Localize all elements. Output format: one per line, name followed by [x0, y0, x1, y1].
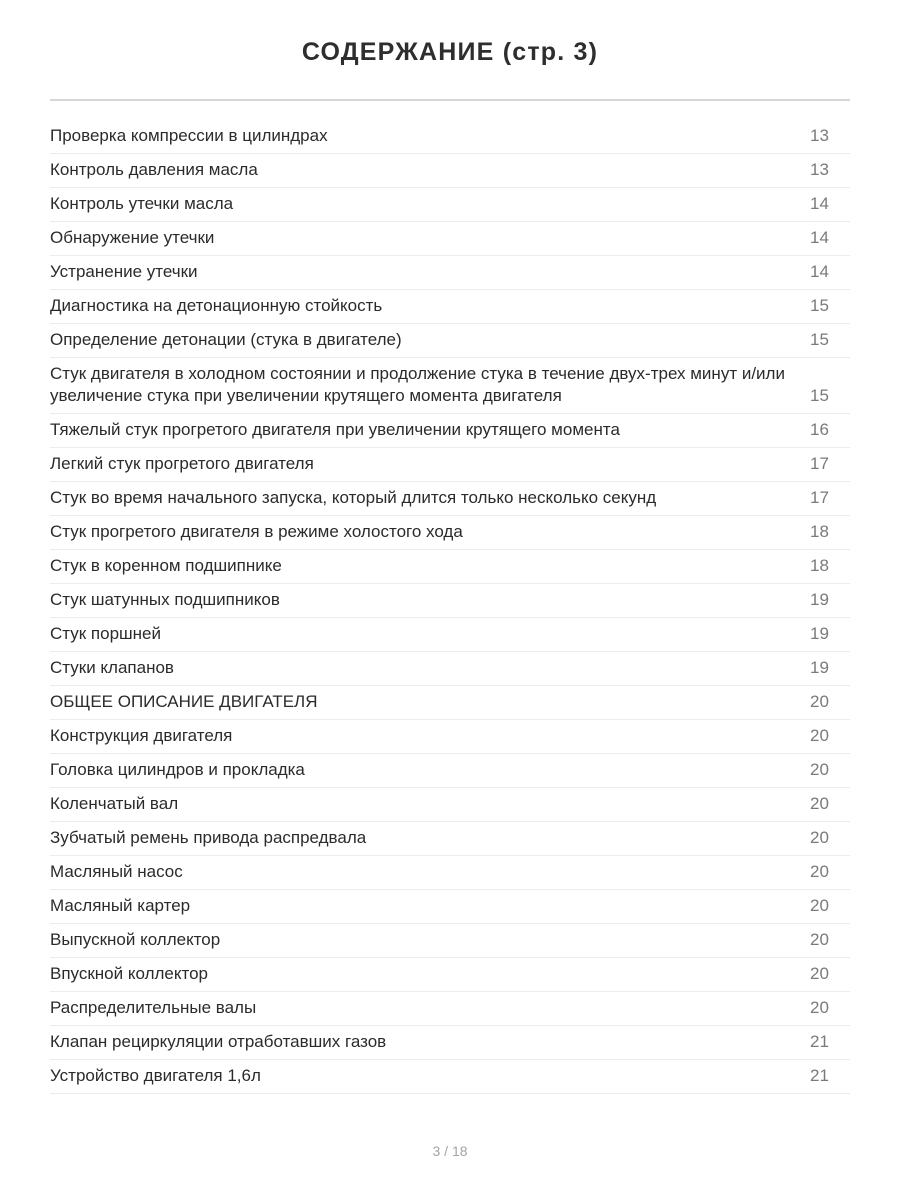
toc-entry-title: Выпускной коллектор — [50, 930, 221, 949]
toc-entry-title: Устранение утечки — [50, 262, 198, 281]
toc-entry-title: Определение детонации (стука в двигателе) — [50, 330, 402, 349]
toc-entry[interactable] — [50, 358, 850, 414]
toc-entry-page-number: 20 — [810, 692, 829, 711]
toc-entry-page-number: 20 — [810, 760, 829, 779]
title-divider — [50, 99, 850, 101]
toc-entry-page-number: 20 — [810, 828, 829, 847]
toc-entry-title: Масляный картер — [50, 896, 191, 915]
toc-entry-page-number: 15 — [810, 330, 829, 349]
toc-entry-page-number: 20 — [810, 930, 829, 949]
toc-entry[interactable] — [50, 154, 850, 188]
toc-entry[interactable] — [50, 856, 850, 890]
toc-entry[interactable] — [50, 686, 850, 720]
toc-entry-title: ОБЩЕЕ ОПИСАНИЕ ДВИГАТЕЛЯ — [50, 692, 318, 711]
toc-entry-title: Стуки клапанов — [50, 658, 174, 677]
toc-entry[interactable] — [50, 652, 850, 686]
toc-entry-page-number: 15 — [810, 296, 829, 315]
toc-entry-title: Диагностика на детонационную стойкость — [50, 296, 383, 315]
toc-entry-title: Коленчатый вал — [50, 794, 179, 813]
toc-entry-title: Стук в коренном подшипнике — [50, 556, 282, 575]
toc-entry-title: Стук двигателя в холодном состоянии и продолжение стука в течение двух-трех минут и/или увеличение стука при увеличении крутящего момента двигателя — [50, 364, 785, 405]
toc-entry-page-number: 20 — [810, 964, 829, 983]
toc-entry-page-number: 15 — [810, 386, 829, 405]
toc-entry-page-number: 14 — [810, 194, 829, 213]
toc-entry-page-number: 20 — [810, 896, 829, 915]
toc-entry-title: Контроль утечки масла — [50, 194, 234, 213]
toc-entry-page-number: 20 — [810, 862, 829, 881]
toc-entry[interactable] — [50, 618, 850, 652]
toc-entry-page-number: 14 — [810, 228, 829, 247]
toc-entry-title: Стук поршней — [50, 624, 162, 643]
toc-entry[interactable] — [50, 1026, 850, 1060]
toc-entry-page-number: 20 — [810, 998, 829, 1017]
toc-entry[interactable] — [50, 720, 850, 754]
toc-entry-page-number: 17 — [810, 454, 829, 473]
toc-entry-title: Клапан рециркуляции отработавших газов — [50, 1032, 387, 1051]
toc-entry[interactable] — [50, 754, 850, 788]
toc-entry[interactable] — [50, 924, 850, 958]
toc-entry[interactable] — [50, 324, 850, 358]
toc-entry[interactable] — [50, 414, 850, 448]
toc-entry-title: Контроль давления масла — [50, 160, 258, 179]
toc-entry[interactable] — [50, 822, 850, 856]
toc-entry-title: Легкий стук прогретого двигателя — [50, 454, 314, 473]
toc-entry-title: Масляный насос — [50, 862, 183, 881]
toc-entry-title: Проверка компрессии в цилиндрах — [50, 126, 328, 145]
toc-entry-page-number: 17 — [810, 488, 829, 507]
toc-entry[interactable] — [50, 222, 850, 256]
table-of-contents — [50, 120, 850, 1094]
toc-entry-title: Стук прогретого двигателя в режиме холостого хода — [50, 522, 463, 541]
toc-entry-title: Тяжелый стук прогретого двигателя при увеличении крутящего момента — [50, 420, 620, 439]
toc-entry[interactable] — [50, 584, 850, 618]
toc-entry-page-number: 20 — [810, 726, 829, 745]
toc-entry-page-number: 21 — [810, 1032, 829, 1051]
page-number-indicator: 3 / 18 — [432, 1143, 468, 1159]
page-title: СОДЕРЖАНИЕ (стр. 3) — [301, 38, 599, 66]
toc-entry[interactable] — [50, 516, 850, 550]
toc-entry[interactable] — [50, 958, 850, 992]
toc-entry[interactable] — [50, 550, 850, 584]
toc-entry-title: Впускной коллектор — [50, 964, 208, 983]
toc-entry[interactable] — [50, 120, 850, 154]
toc-entry-page-number: 19 — [810, 590, 829, 609]
toc-entry[interactable] — [50, 188, 850, 222]
toc-entry-page-number: 13 — [810, 126, 829, 145]
toc-entry-page-number: 16 — [810, 420, 829, 439]
toc-entry-page-number: 13 — [810, 160, 829, 179]
toc-entry[interactable] — [50, 992, 850, 1026]
toc-entry[interactable] — [50, 256, 850, 290]
toc-entry[interactable] — [50, 890, 850, 924]
toc-entry[interactable] — [50, 482, 850, 516]
toc-entry-title: Устройство двигателя 1,6л — [50, 1066, 261, 1085]
toc-entry-title: Распределительные валы — [50, 998, 257, 1017]
toc-entry-page-number: 14 — [810, 262, 829, 281]
toc-entry-title: Головка цилиндров и прокладка — [50, 760, 305, 779]
toc-entry[interactable] — [50, 788, 850, 822]
toc-entry-page-number: 18 — [810, 522, 829, 541]
toc-entry-page-number: 18 — [810, 556, 829, 575]
toc-entry-page-number: 20 — [810, 794, 829, 813]
toc-entry-title: Стук шатунных подшипников — [50, 590, 280, 609]
toc-entry-title: Обнаружение утечки — [50, 228, 215, 247]
toc-entry-page-number: 19 — [810, 624, 829, 643]
toc-entry[interactable] — [50, 1060, 850, 1094]
toc-entry-title: Зубчатый ремень привода распредвала — [50, 828, 367, 847]
toc-entry[interactable] — [50, 448, 850, 482]
toc-entry-page-number: 21 — [810, 1066, 829, 1085]
toc-entry-page-number: 19 — [810, 658, 829, 677]
toc-entry-title: Конструкция двигателя — [50, 726, 233, 745]
toc-entry-title: Стук во время начального запуска, который длится только несколько секунд — [50, 488, 657, 507]
toc-entry[interactable] — [50, 290, 850, 324]
